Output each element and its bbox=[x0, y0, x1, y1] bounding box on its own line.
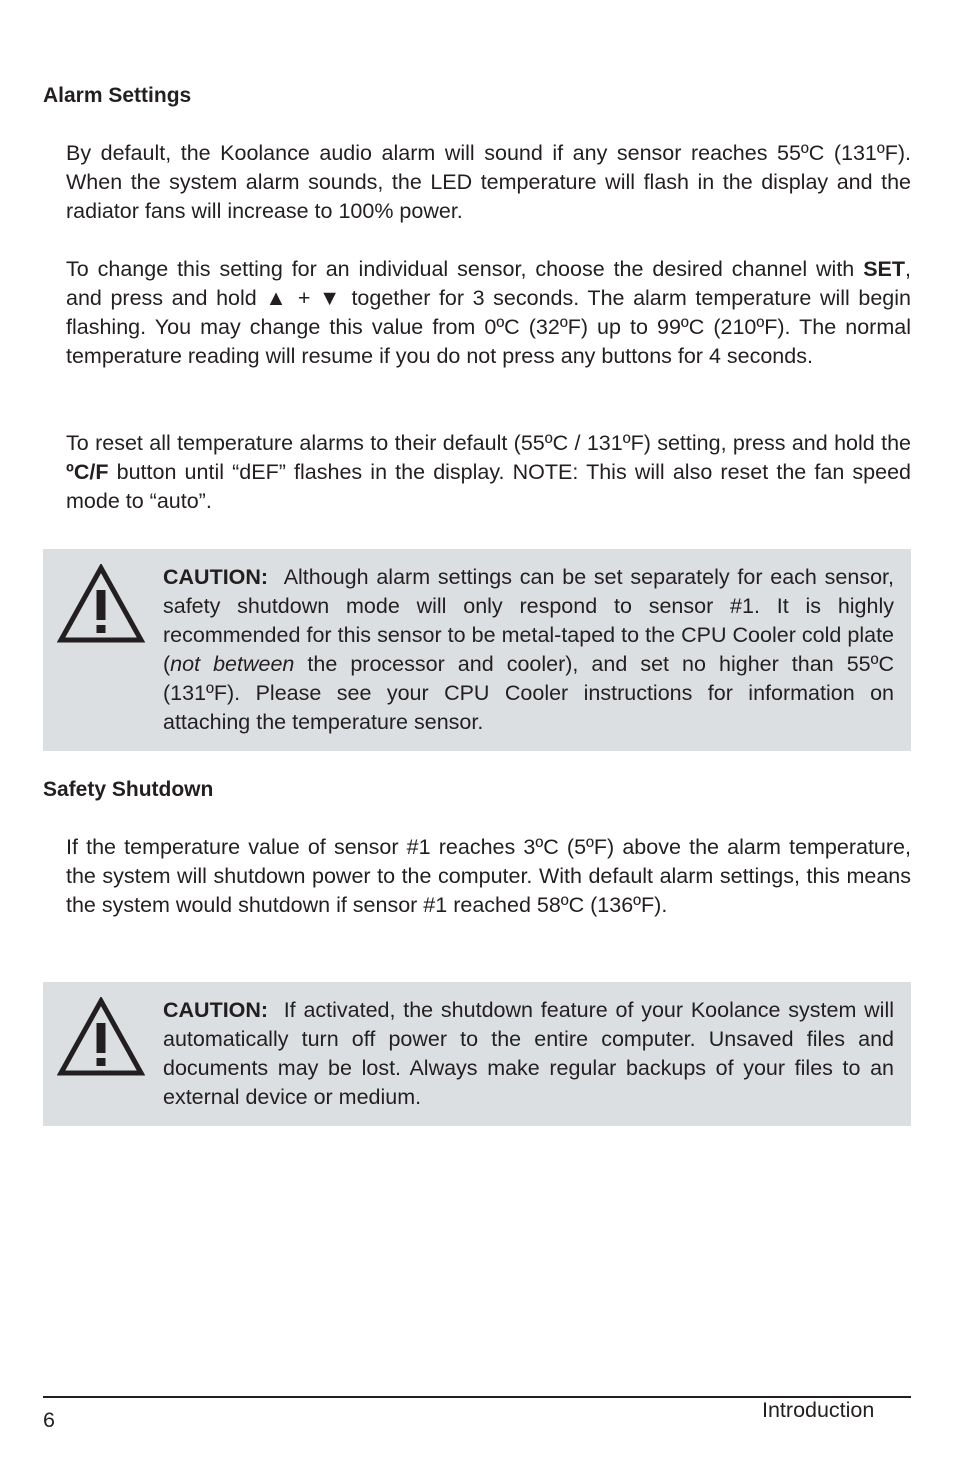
alarm-paragraph-2-rest: , and press and hold ▲ + ▼ together for 3 seconds. The alarm temperature will begin flashing. You may change this value from 0ºC (32ºF) up to 99ºC (210ºF). The normal temperature reading will resume if you do not press any buttons for 4 seconds. bbox=[66, 257, 911, 368]
caution-label: CAUTION: bbox=[163, 998, 269, 1022]
caution-text-alarm bbox=[163, 563, 894, 737]
set-button-label: SET bbox=[863, 257, 906, 281]
caution-text-body: If activated, the shutdown feature of your Koolance system will automatically turn off power to the entire computer. Unsaved files and documents may be lost. Always make regular backups of your files to an external device or medium. bbox=[163, 998, 895, 1109]
shutdown-paragraph: If the temperature value of sensor #1 reaches 3ºC (5ºF) above the alarm temperature, the system will shutdown power to the computer. With default alarm settings, this means the system would shutdown if sensor #1 reached 58ºC (136ºF). bbox=[66, 835, 911, 917]
caution-text-emphasis: not between bbox=[170, 652, 295, 676]
page-number: 6 bbox=[43, 1408, 55, 1432]
alarm-paragraph-3 bbox=[66, 429, 911, 516]
caution-label: CAUTION: bbox=[163, 565, 269, 589]
alarm-paragraph-3-rest: button until “dEF” flashes in the display. NOTE: This will also reset the fan speed mode to “auto”. bbox=[66, 460, 911, 513]
alarm-paragraph-2-intro: To change this setting for an individual sensor, choose the desired channel with bbox=[66, 257, 864, 281]
caution-text-shutdown bbox=[163, 996, 894, 1112]
warning-triangle-icon bbox=[57, 564, 145, 644]
safety-shutdown-heading: Safety Shutdown bbox=[43, 778, 214, 801]
footer-section-name: Introduction bbox=[762, 1398, 875, 1422]
alarm-paragraph-1: By default, the Koolance audio alarm will sound if any sensor reaches 55ºC (131ºF). When the system alarm sounds, the LED temperature will flash in the display and the radiator fans will increase to 100% power. bbox=[66, 141, 911, 223]
alarm-paragraph-2 bbox=[66, 255, 911, 371]
alarm-settings-heading: Alarm Settings bbox=[43, 84, 192, 107]
warning-triangle-icon bbox=[57, 997, 145, 1077]
alarm-paragraph-3-intro: To reset all temperature alarms to their default (55ºC / 131ºF) setting, press and hold the bbox=[66, 431, 911, 455]
caution-box-alarm bbox=[43, 549, 911, 751]
caution-text-part-a: Although alarm settings can be set separately for each sensor, safety shutdown mode will only respond to sensor #1. It is highly recommended for this sensor to be metal-taped to the CPU Cooler cold plate ( bbox=[163, 565, 894, 676]
temp-unit-button-label: ºC/F bbox=[66, 460, 109, 484]
caution-text-part-b: the processor and cooler), and set no higher than 55ºC (131ºF). Please see your CPU Cooler instructions for information on attaching the temperature sensor. bbox=[163, 652, 894, 734]
caution-box-shutdown bbox=[43, 982, 911, 1126]
